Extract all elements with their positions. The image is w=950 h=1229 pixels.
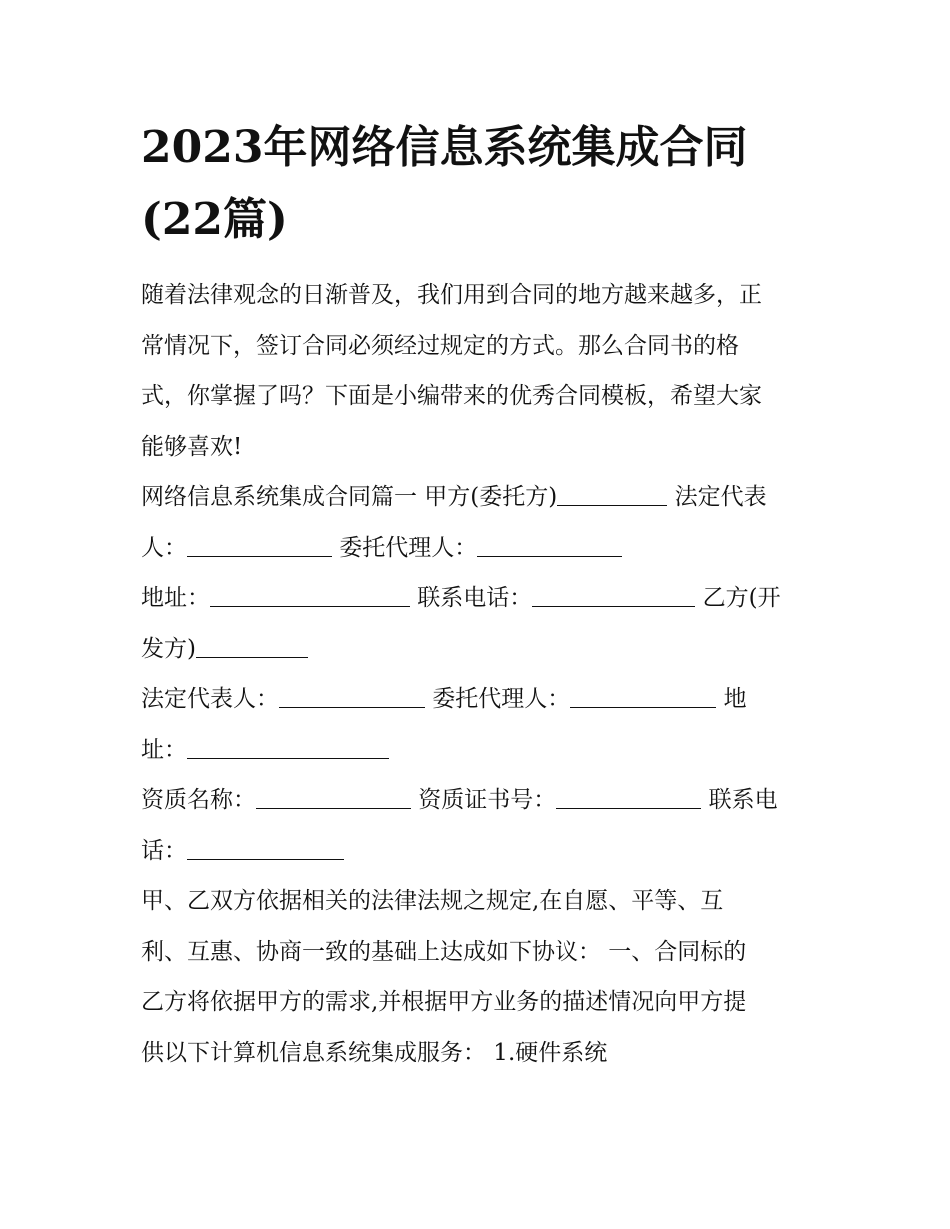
intro-line-3: 式，你掌握了吗？下面是小编带来的优秀合同模板，希望大家 — [141, 383, 762, 409]
party-a-phone-label: 联系电话： — [410, 585, 533, 611]
form-line-5 — [141, 674, 813, 725]
qualification-name-label: 资质名称： — [141, 787, 256, 813]
qualification-name-blank — [256, 784, 411, 809]
intro-line-2: 常情况下，签订合同必须经过规定的方式。那么合同书的格 — [141, 332, 739, 359]
party-a-phone-blank — [532, 582, 695, 607]
form-line-7 — [141, 775, 813, 826]
party-b-phone-label-cont: 话： — [141, 837, 187, 864]
title-line-1: 2023年网络信息系统集成合同 — [141, 122, 748, 173]
intro-line-4: 能够喜欢! — [141, 433, 243, 460]
party-a-address-label: 地址： — [141, 585, 210, 611]
document-title — [141, 112, 813, 256]
form-line-6 — [141, 725, 813, 776]
party-b-label-cont: 发方) — [141, 635, 196, 662]
agreement-line-1: 甲、乙双方依据相关的法律法规之规定,在自愿、平等、互 — [141, 888, 724, 914]
party-a-agent-blank — [477, 531, 622, 556]
party-b-address-label: 地 — [716, 686, 747, 712]
party-a-blank — [557, 481, 667, 506]
intro-line-1: 随着法律观念的日渐普及，我们用到合同的地方越来越多，正 — [141, 282, 762, 308]
form-line-1 — [141, 472, 813, 523]
party-b-legal-rep-blank — [279, 683, 425, 708]
document-content — [141, 112, 813, 1078]
legal-rep-label: 法定代表 — [667, 484, 767, 510]
party-b-agent-blank — [570, 683, 716, 708]
party-a-label: 网络信息系统集成合同篇一 甲方(委托方) — [141, 484, 558, 510]
certificate-number-label: 资质证书号： — [411, 787, 557, 813]
party-b-address-blank — [187, 733, 389, 758]
form-line-8 — [141, 826, 813, 877]
document-body — [141, 270, 813, 1078]
title-line-2: (22篇) — [141, 194, 288, 245]
party-b-label: 乙方(开 — [695, 585, 781, 611]
legal-rep-label-cont: 人： — [141, 534, 187, 561]
form-line-4 — [141, 624, 813, 675]
form-line-2 — [141, 523, 813, 574]
party-b-legal-rep-label: 法定代表人： — [141, 686, 279, 712]
agreement-line-4: 供以下计算机信息系统集成服务： 1.硬件系统 — [141, 1039, 608, 1066]
party-a-agent-label: 委托代理人： — [332, 534, 478, 561]
party-b-address-label-cont: 址： — [141, 736, 187, 763]
party-b-agent-label: 委托代理人： — [425, 686, 571, 712]
agreement-line-3: 乙方将依据甲方的需求,并根据甲方业务的描述情况向甲方提 — [141, 989, 747, 1015]
agreement-line-2: 利、互惠、协商一致的基础上达成如下协议： 一、合同标的 — [141, 938, 747, 965]
party-a-address-blank — [210, 582, 410, 607]
party-a-legal-rep-blank — [187, 531, 332, 556]
party-b-phone-blank — [187, 834, 344, 859]
form-line-3 — [141, 573, 813, 624]
party-b-blank — [196, 632, 308, 657]
certificate-number-blank — [556, 784, 701, 809]
party-b-phone-label: 联系电 — [701, 787, 778, 813]
